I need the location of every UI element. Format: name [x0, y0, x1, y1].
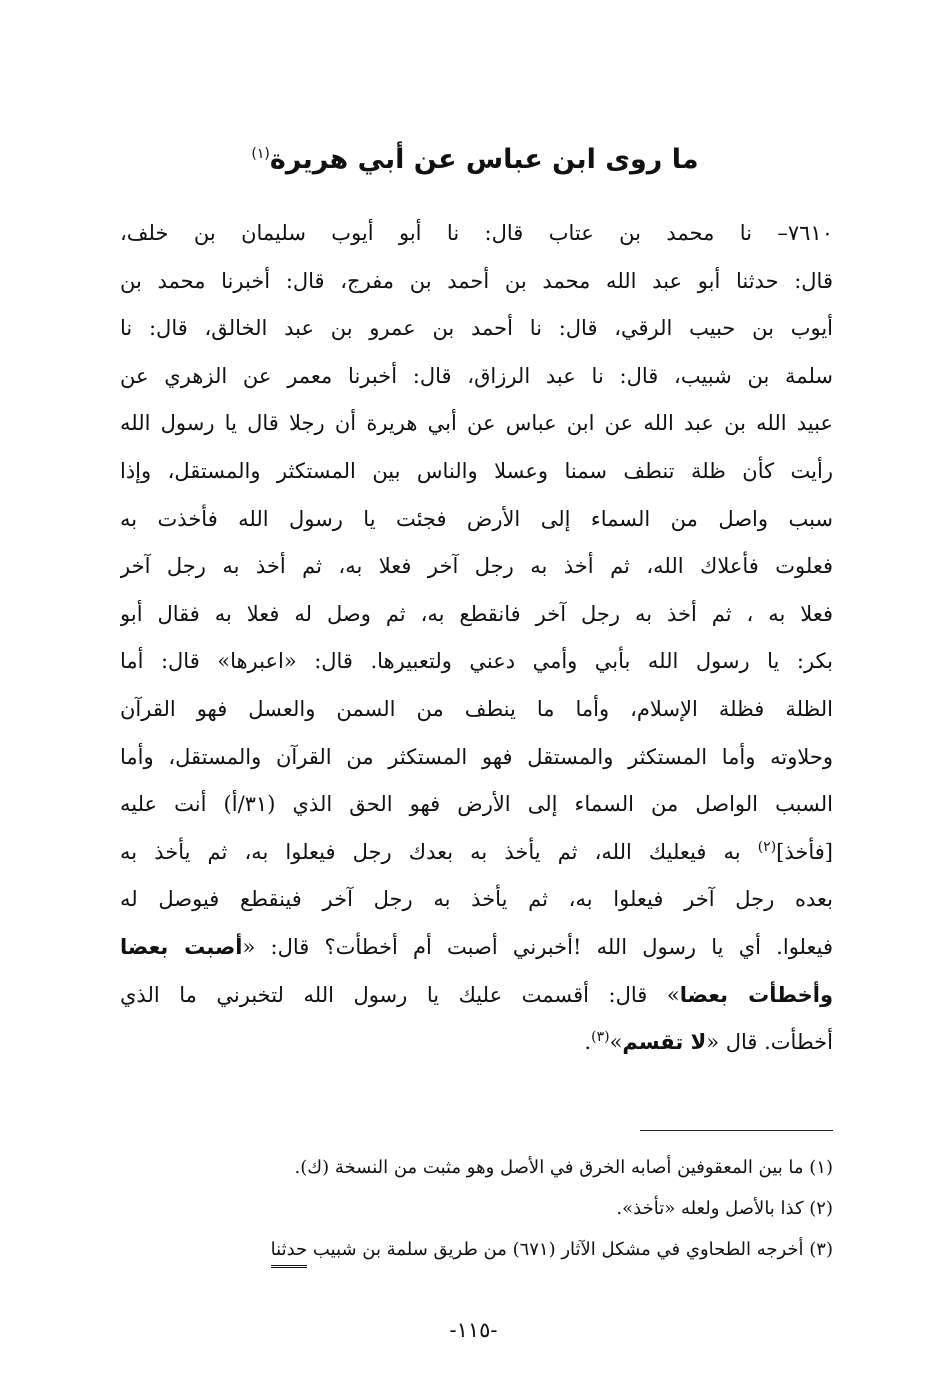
text-line: الظلة فظلة الإسلام، وأما ما ينطف من السمن والعسل فهو القرآن: [120, 696, 833, 721]
text-line: سبب واصل من السماء إلى الأرض فجئت يا رسول الله فأخذت به: [120, 506, 833, 531]
continuation-word: حدثنا: [271, 1235, 308, 1268]
footnotes: [120, 1147, 833, 1270]
text-segment: به فيعليك الله، ثم يأخذ به بعدك رجل فيعلوا به، ثم يأخذ به: [120, 839, 758, 864]
text-line: بكر: يا رسول الله بأبي وأمي دعني ولتعبيرها. قال: «اعبرها» قال: أما: [120, 649, 833, 674]
text-line: السبب الواصل من السماء إلى الأرض فهو الحق الذي (٣١/أ) أنت عليه: [120, 792, 833, 817]
footnote-3: [120, 1229, 833, 1270]
section-title-text: ما روى ابن عباس عن أبي هريرة: [269, 144, 699, 175]
sentence-end: .: [584, 1030, 592, 1055]
footnote-3-text: (٣) أخرجه الطحاوي في مشكل الآثار (٦٧١) من طريق سلمة بن شبيب: [312, 1239, 833, 1260]
footnote-ref-2: (٢): [757, 838, 777, 855]
text-line: [120, 1019, 833, 1067]
text-line: وحلاوته وأما المستكثر والمستقل فهو المستكثر من القرآن والمستقل، وأما: [120, 744, 833, 769]
text-line: ٧٦١٠– نا محمد بن عتاب قال: نا أبو أيوب سليمان بن خلف،: [120, 221, 833, 245]
bracketed-word: [فأخذ]: [776, 839, 833, 864]
footnote-ref-3: (٣): [591, 1029, 610, 1046]
text-line: رأيت كأن ظلة تنطف سمنا وعسلا والناس بين المستكثر والمستقل، وإذا: [120, 458, 833, 483]
page-number: -١١٥-: [449, 1318, 498, 1342]
text-line: عبيد الله بن عبد الله عن ابن عباس عن أبي هريرة أن رجلا قال يا رسول الله: [120, 411, 833, 436]
text-line: فعلا به ، ثم أخذ به رجل آخر فانقطع به، ثم وصل له فعلا به فقال أبو: [120, 601, 833, 626]
hadith-text: [120, 210, 833, 1067]
text-line: سلمة بن شبيب، قال: نا عبد الرزاق، قال: أخبرنا معمر عن الزهري عن: [120, 363, 833, 388]
text-line: أيوب بن حبيب الرقي، قال: نا أحمد بن عمرو بن عبد الخالق، قال: نا: [120, 316, 833, 341]
footnote-divider: [640, 1130, 833, 1131]
bold-quote: لا تقسم: [622, 1030, 707, 1055]
text-segment: أخطأت. قال «: [706, 1030, 833, 1055]
footnote-1: (١) ما بين المعقوفين أصابه الخرق في الأصل وهو مثبت من النسخة (ك).: [294, 1157, 833, 1178]
text-line: قال: حدثنا أبو عبد الله محمد بن أحمد بن مفرج، قال: أخبرنا محمد بن: [120, 268, 833, 293]
bold-quote: أصبت بعضا: [120, 934, 243, 959]
footnote-2: (٢) كذا بالأصل ولعله «تأخذ».: [616, 1198, 833, 1219]
text-line: [120, 972, 833, 1020]
text-line: فعلوت فأعلاك الله، ثم أخذ به رجل آخر فعلا به، ثم أخذ به رجل آخر: [120, 554, 833, 579]
title-footnote-ref: (١): [251, 146, 270, 162]
text-line: [120, 924, 833, 972]
text-line: [120, 829, 833, 877]
text-segment: فيعلوا. أي يا رسول الله !أخبرني أصبت أم أخطأت؟ قال: «: [242, 934, 833, 959]
bold-quote: وأخطأت بعضا: [679, 982, 833, 1007]
text-segment: » قال: أقسمت عليك يا رسول الله لتخبرني ما الذي: [120, 982, 680, 1007]
section-title: [120, 138, 830, 182]
text-line: بعده رجل آخر فيعلوا به، ثم يأخذ به رجل آخر فينقطع فيوصل له: [120, 887, 833, 912]
quote-close: »: [609, 1030, 623, 1055]
